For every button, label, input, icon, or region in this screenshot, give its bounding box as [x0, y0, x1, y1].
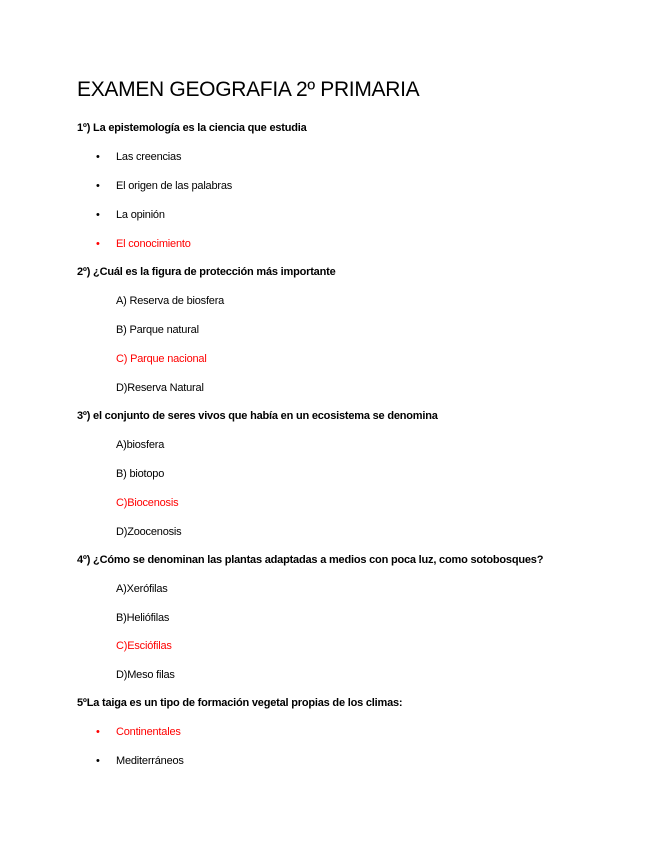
question-3: 3º) el conjunto de seres vivos que había en un ecosistema se denomina — [77, 410, 438, 422]
page-title: EXAMEN GEOGRAFIA 2º PRIMARIA — [77, 78, 420, 101]
option-text: Mediterráneos — [116, 755, 184, 767]
question-2-option-4: D)Reserva Natural — [116, 382, 204, 394]
question-3-option-4: D)Zoocenosis — [116, 526, 182, 538]
bullet-icon: • — [96, 726, 100, 738]
question-4: 4º) ¿Cómo se denominan las plantas adaptadas a medios con poca luz, como sotobosques? — [77, 554, 544, 566]
option-text: El origen de las palabras — [116, 180, 233, 192]
question-4-option-2: B)Heliófilas — [116, 612, 170, 624]
question-2-option-2: B) Parque natural — [116, 324, 199, 336]
question-3-option-3-correct: C)Biocenosis — [116, 497, 179, 509]
question-5-option-1-correct — [96, 726, 181, 738]
bullet-icon: • — [96, 238, 100, 250]
question-4-option-4: D)Meso filas — [116, 669, 175, 681]
option-text: La opinión — [116, 209, 165, 221]
question-3-option-1: A)biosfera — [116, 439, 165, 451]
question-1-option-1 — [96, 151, 182, 163]
question-1-option-3 — [96, 209, 165, 221]
bullet-icon: • — [96, 209, 100, 221]
question-1: 1º) La epistemología es la ciencia que estudia — [77, 122, 307, 134]
bullet-icon: • — [96, 151, 100, 163]
option-text: Continentales — [116, 726, 181, 738]
option-text: El conocimiento — [116, 238, 191, 250]
question-4-option-1: A)Xerófilas — [116, 583, 168, 595]
question-3-option-2: B) biotopo — [116, 468, 165, 480]
question-5: 5ºLa taiga es un tipo de formación vegetal propias de los climas: — [77, 697, 403, 709]
bullet-icon: • — [96, 180, 100, 192]
bullet-icon: • — [96, 755, 100, 767]
question-2: 2º) ¿Cuál es la figura de protección más importante — [77, 266, 336, 278]
option-text: Las creencias — [116, 151, 182, 163]
question-4-option-3-correct: C)Esciófilas — [116, 640, 172, 652]
question-5-option-2 — [96, 755, 184, 767]
question-2-option-1: A) Reserva de biosfera — [116, 295, 225, 307]
question-1-option-4-correct — [96, 238, 191, 250]
question-2-option-3-correct: C) Parque nacional — [116, 353, 207, 365]
question-1-option-2 — [96, 180, 233, 192]
